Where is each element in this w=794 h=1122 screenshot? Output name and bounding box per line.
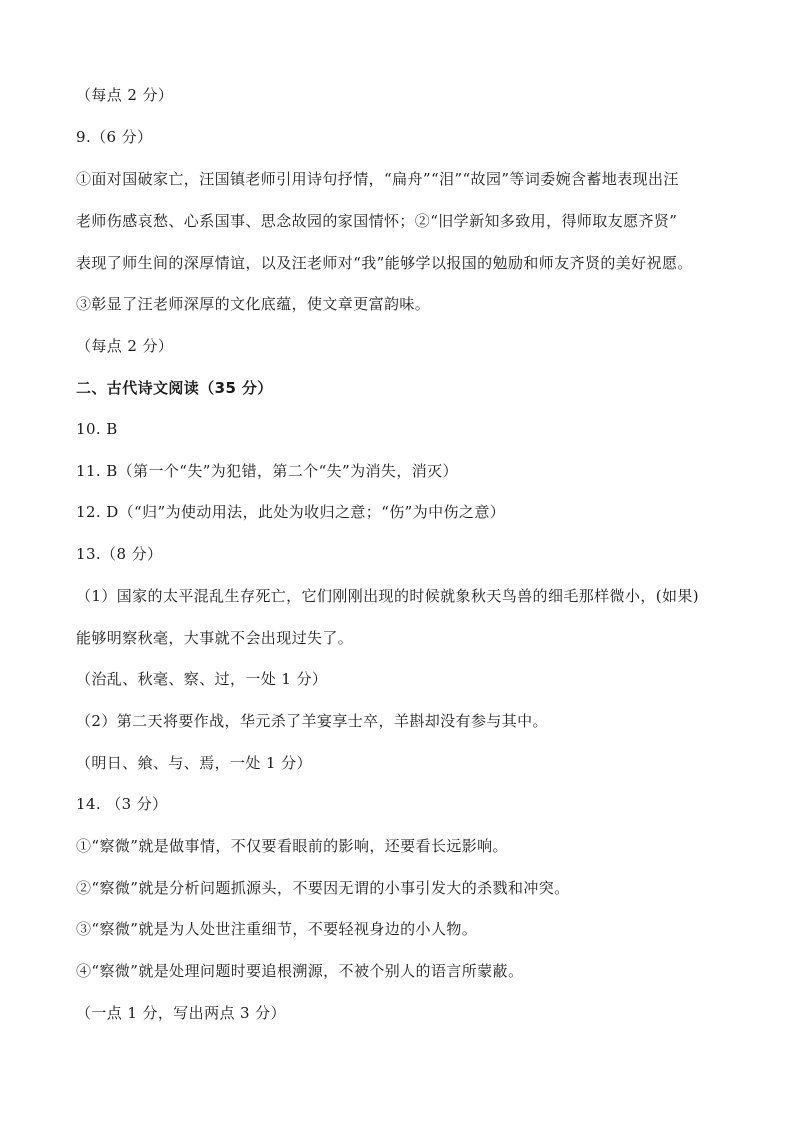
score-note: （明日、飨、与、焉，一处 1 分） <box>76 754 312 772</box>
answer-9-line-1: ①面对国破家亡，汪国镇老师引用诗句抒情，“扁舟”“泪”“故园”等词委婉含蓄地表现出汪 <box>76 170 679 188</box>
answer-13-1-line-2: 能够明察秋毫，大事就不会出现过失了。 <box>76 629 354 647</box>
answer-9-line-4: ③彰显了汪老师深厚的文化底蕴，使文章更富韵味。 <box>76 295 431 313</box>
score-note: （每点 2 分） <box>76 337 174 355</box>
score-note: （一点 1 分，写出两点 3 分） <box>76 1004 286 1022</box>
answer-9-line-2: 老师伤感哀愁、心系国事、思念故园的家国情怀；②“旧学新知多致用，得师取友愿齐贤” <box>76 212 678 230</box>
answer-14-point-1: ①“察微”就是做事情，不仅要看眼前的影响，还要看长远影响。 <box>76 837 508 855</box>
answer-11: 11. B（第一个“失”为犯错，第二个“失”为消失，消灭） <box>76 462 458 480</box>
question-14-header: 14. （3 分） <box>76 795 168 813</box>
answer-9-line-3: 表现了师生间的深厚情谊，以及汪老师对“我”能够学以报国的勉励和师友齐贤的美好祝愿。 <box>76 254 693 272</box>
question-9-header: 9.（6 分） <box>76 128 153 146</box>
answer-13-1-line-1: （1）国家的太平混乱生存死亡，它们刚刚出现的时候就象秋天鸟兽的细毛那样微小，(如果) <box>76 587 700 605</box>
score-note: （每点 2 分） <box>76 86 174 104</box>
question-13-header: 13.（8 分） <box>76 545 163 563</box>
section-heading: 二、古代诗文阅读（35 分） <box>76 379 273 397</box>
answer-13-2: （2）第二天将要作战，华元杀了羊宴享士卒，羊斟却没有参与其中。 <box>76 712 548 730</box>
answer-10: 10. B <box>76 420 118 438</box>
answer-12: 12. D（“归”为使动用法，此处为收归之意；“伤”为中伤之意） <box>76 503 506 521</box>
answer-14-point-4: ④“察微”就是处理问题时要追根溯源，不被个别人的语言所蒙蔽。 <box>76 962 524 980</box>
answer-14-point-2: ②“察微”就是分析问题抓源头，不要因无谓的小事引发大的杀戮和冲突。 <box>76 879 570 897</box>
score-note: （治乱、秋毫、察、过，一处 1 分） <box>76 670 328 688</box>
answer-14-point-3: ③“察微”就是为人处世注重细节，不要轻视身边的小人物。 <box>76 920 478 938</box>
